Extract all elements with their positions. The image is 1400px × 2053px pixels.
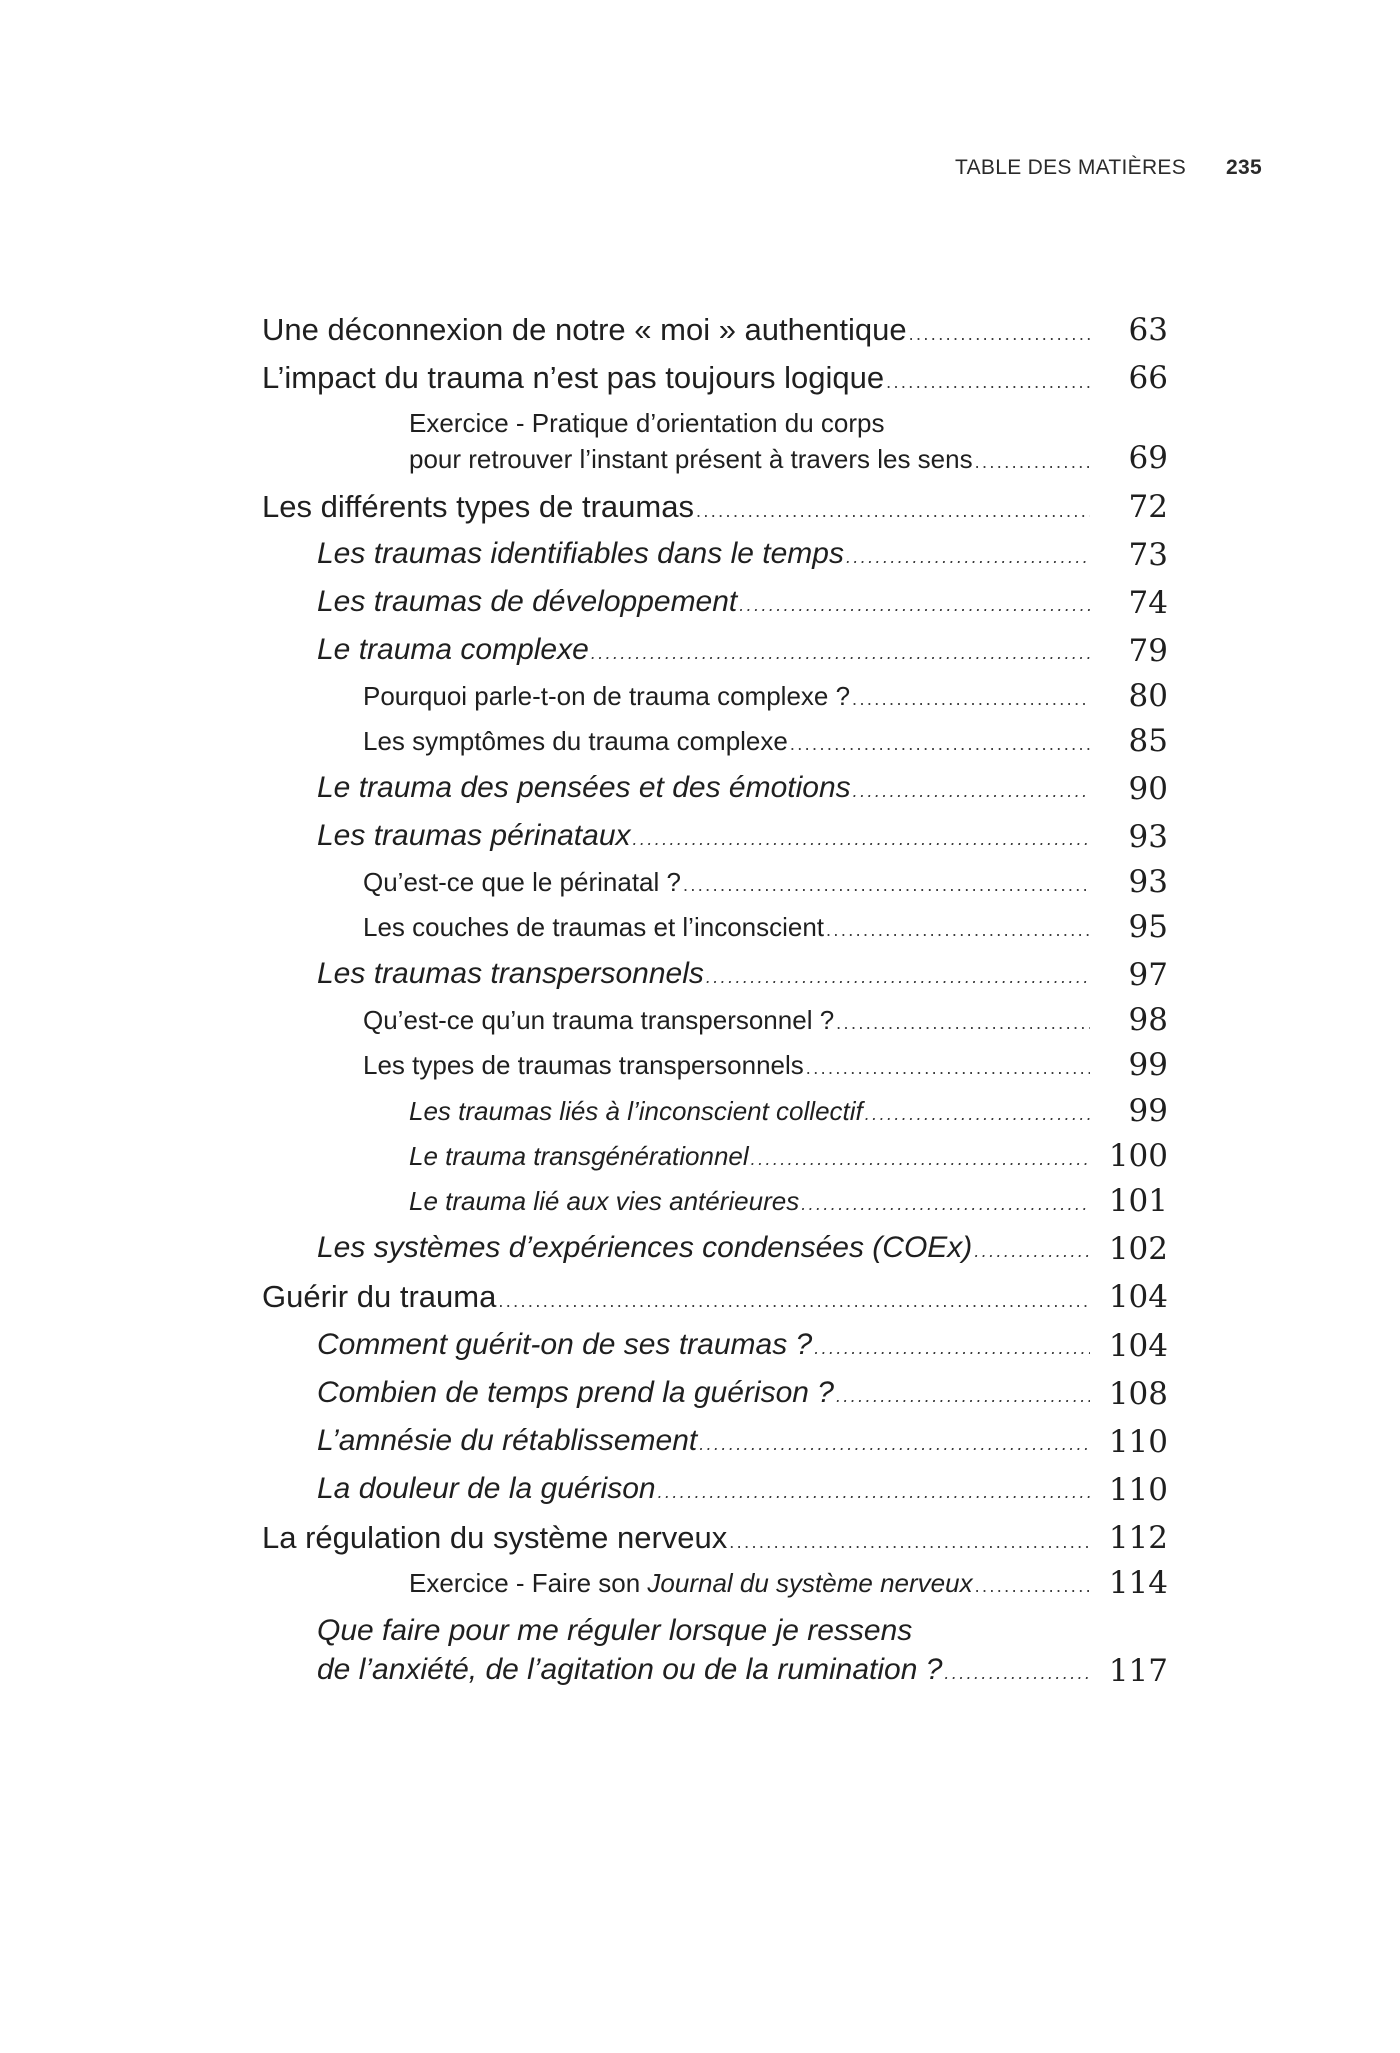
toc-entry[interactable]: [0, 360, 1400, 400]
toc-entry[interactable]: [0, 678, 1400, 717]
toc-entry[interactable]: [0, 1376, 1400, 1416]
toc-entry-exercise[interactable]: [0, 1565, 1400, 1604]
toc-entry-title: Les symptômes du trauma complexe: [363, 726, 788, 756]
toc-entry[interactable]: [0, 585, 1400, 625]
dot-leader: [836, 1013, 1090, 1034]
dot-leader: [751, 1149, 1090, 1170]
toc-entry[interactable]: [0, 1183, 1400, 1222]
toc-entry[interactable]: [0, 771, 1400, 811]
dot-leader: [846, 547, 1090, 568]
toc-entry-title-line1: Exercice - Pratique d’orientation du corps: [409, 408, 885, 438]
toc-entry[interactable]: [0, 1002, 1400, 1041]
toc-entry-page: 98: [1128, 1002, 1168, 1038]
toc-entry-title: Les traumas identifiables dans le temps: [317, 537, 844, 570]
toc-entry-page: 110: [1108, 1424, 1168, 1460]
toc-entry-page: 95: [1128, 909, 1168, 945]
dot-leader: [633, 829, 1090, 850]
toc-entry[interactable]: [0, 1093, 1400, 1132]
toc-entry-title-prefix: Exercice - Faire son: [409, 1568, 648, 1598]
dot-leader: [975, 452, 1090, 473]
dot-leader: [801, 1194, 1090, 1215]
toc-entry-page: 72: [1128, 489, 1168, 525]
toc-entry-title: [409, 1568, 973, 1599]
dot-leader: [790, 734, 1090, 755]
toc-entry-title-line2: pour retrouver l’instant présent à travers les sens: [409, 444, 973, 474]
toc-entry-page: 101: [1108, 1183, 1168, 1219]
toc-entry-title: Les couches de traumas et l’inconscient: [363, 912, 825, 942]
toc-entry-page: 85: [1128, 723, 1168, 759]
toc-entry-title: Pourquoi parle-t-on de trauma complexe ?: [363, 681, 851, 711]
toc-entry[interactable]: [0, 909, 1400, 948]
toc-entry[interactable]: [0, 1520, 1400, 1560]
toc-entry-title: Une déconnexion de notre « moi » authentique: [262, 312, 907, 347]
dot-leader: [853, 781, 1090, 802]
dot-leader: [865, 1104, 1090, 1125]
dot-leader: [975, 1576, 1090, 1597]
toc-entry[interactable]: [0, 1047, 1400, 1086]
toc-entry-page: 117: [1108, 1653, 1168, 1689]
toc-entry-title: Les différents types de traumas: [262, 489, 694, 524]
toc-entry-title: Le trauma lié aux vies antérieures: [409, 1186, 800, 1216]
toc-entry-page: 104: [1108, 1328, 1168, 1364]
toc-entry-title: Qu’est-ce qu’un trauma transpersonnel ?: [363, 1005, 835, 1035]
toc-entry-title-line1: Que faire pour me réguler lorsque je ressens: [317, 1614, 913, 1647]
dot-leader: [591, 643, 1090, 664]
dot-leader: [814, 1338, 1090, 1359]
dot-leader: [826, 920, 1090, 941]
toc-entry-page: 102: [1108, 1231, 1168, 1267]
toc-entry-page: 90: [1128, 771, 1168, 807]
toc-entry[interactable]: [0, 723, 1400, 762]
toc-entry-title: Les systèmes d’expériences condensées (COEx): [317, 1231, 973, 1264]
toc-entry-page: 69: [1128, 440, 1168, 476]
toc-entry[interactable]: [0, 1328, 1400, 1368]
toc-entry-title: Les traumas périnataux: [317, 819, 631, 852]
toc-entry-title: Les traumas liés à l’inconscient collectif: [409, 1096, 863, 1126]
dot-leader: [806, 1058, 1090, 1079]
toc-entry-page: 104: [1108, 1279, 1168, 1315]
toc-entry[interactable]: [0, 1472, 1400, 1512]
toc-entry-title: La douleur de la guérison: [317, 1472, 656, 1505]
toc-entry-page: 114: [1108, 1565, 1168, 1601]
toc-entry-page: 110: [1108, 1472, 1168, 1508]
toc-entry[interactable]: [0, 957, 1400, 997]
toc-entry-title: Comment guérit-on de ses traumas ?: [317, 1328, 813, 1361]
toc-entry[interactable]: [0, 819, 1400, 859]
dot-leader: [886, 372, 1090, 393]
dot-leader: [699, 1434, 1090, 1455]
toc-entry-title-italic: Journal du système nerveux: [647, 1568, 973, 1598]
toc-entry-page: 99: [1128, 1047, 1168, 1083]
toc-entry-title: Les traumas de développement: [317, 585, 738, 618]
toc-entry-page: 112: [1108, 1520, 1168, 1556]
dot-leader: [658, 1482, 1090, 1503]
dot-leader: [729, 1532, 1090, 1553]
toc-entry[interactable]: [0, 1231, 1400, 1271]
toc-entry[interactable]: [0, 864, 1400, 903]
toc-entry-exercise[interactable]: [0, 408, 1400, 484]
dot-leader: [696, 501, 1090, 522]
toc-entry-page: 80: [1128, 678, 1168, 714]
dot-leader: [974, 1241, 1090, 1262]
dot-leader: [683, 875, 1090, 896]
dot-leader: [498, 1291, 1090, 1312]
toc-entry-page: 108: [1108, 1376, 1168, 1412]
toc-entry-page: 93: [1128, 864, 1168, 900]
dot-leader: [836, 1386, 1090, 1407]
toc-entry[interactable]: [0, 312, 1400, 352]
toc-entry-title: Le trauma des pensées et des émotions: [317, 771, 851, 804]
section-title: TABLE DES MATIÈRES: [955, 156, 1187, 179]
dot-leader: [739, 595, 1090, 616]
toc-entry-page: 73: [1128, 537, 1168, 573]
toc-entry-title: Le trauma transgénérationnel: [409, 1141, 749, 1171]
toc-entry[interactable]: [0, 537, 1400, 577]
toc-entry-page: 97: [1128, 957, 1168, 993]
toc-entry[interactable]: [0, 1138, 1400, 1177]
page-number: 235: [1226, 156, 1262, 179]
toc-entry[interactable]: [0, 1279, 1400, 1319]
toc-entry-title: Combien de temps prend la guérison ?: [317, 1376, 834, 1409]
toc-entry-title: La régulation du système nerveux: [262, 1520, 728, 1555]
toc-entry-title: Guérir du trauma: [262, 1279, 497, 1314]
toc-entry-page: 74: [1128, 585, 1168, 621]
toc-entry-page: 66: [1128, 360, 1168, 396]
dot-leader: [944, 1663, 1090, 1684]
toc-entry[interactable]: [0, 633, 1400, 673]
toc-entry[interactable]: [0, 489, 1400, 529]
toc-entry-title: L’amnésie du rétablissement: [317, 1424, 698, 1457]
toc-entry[interactable]: [0, 1424, 1400, 1464]
toc-entry-page: 79: [1128, 633, 1168, 669]
dot-leader: [852, 689, 1090, 710]
toc-entry-title: Qu’est-ce que le périnatal ?: [363, 867, 681, 897]
toc-entry-title: Le trauma complexe: [317, 633, 589, 666]
toc-entry-page: 93: [1128, 819, 1168, 855]
dot-leader: [909, 324, 1090, 345]
toc-entry-title: Les types de traumas transpersonnels: [363, 1050, 804, 1080]
toc-entry[interactable]: [0, 1614, 1400, 1694]
toc-entry-title: L’impact du trauma n’est pas toujours logique: [262, 360, 885, 395]
toc-entry-page: 99: [1128, 1093, 1168, 1129]
toc-entry-title: Les traumas transpersonnels: [317, 957, 704, 990]
toc-entry-page: 63: [1128, 312, 1168, 348]
dot-leader: [706, 967, 1090, 988]
toc-entry-page: 100: [1108, 1138, 1168, 1174]
toc-entry-title-line2: de l’anxiété, de l’agitation ou de la rumination ?: [317, 1653, 943, 1686]
